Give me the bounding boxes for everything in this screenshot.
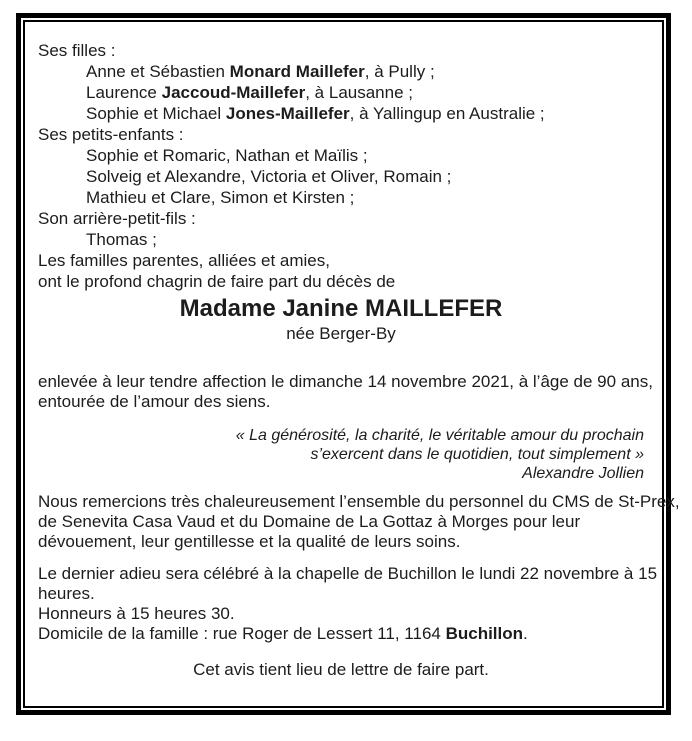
text-segment: heures.: [38, 584, 95, 603]
text-line: [38, 229, 644, 250]
maiden-name: née Berger-By: [286, 324, 396, 343]
bold-text-segment: Jaccoud-Maillefer: [161, 83, 306, 102]
text-line: [38, 584, 644, 604]
text-segment: Sophie et Michael: [86, 104, 226, 123]
bold-text-segment: Buchillon: [445, 624, 524, 643]
text-segment: .: [523, 624, 528, 643]
text-line: [38, 445, 644, 464]
text-line: [38, 512, 644, 532]
text-segment: Domicile de la famille : rue Roger de Lessert 11, 1164: [38, 624, 446, 643]
notice-inner-frame: [23, 20, 680, 708]
text-line: [38, 492, 680, 512]
death-announcement: [38, 372, 653, 412]
text-segment: Laurence: [86, 83, 162, 102]
text-line: [38, 208, 644, 229]
text-segment: , à Yallingup en Australie ;: [349, 104, 545, 123]
text-segment: ont le profond chagrin de faire part du décès de: [38, 272, 396, 291]
text-line: [38, 61, 644, 82]
closing-line: Cet avis tient lieu de lettre de faire part.: [193, 660, 489, 679]
text-segment: Ses filles :: [38, 41, 116, 60]
text-segment: « La générosité, la charité, le véritable amour du prochain: [235, 427, 644, 444]
text-segment: Solveig et Alexandre, Victoria et Oliver, Romain ;: [86, 167, 452, 186]
family-list: [38, 40, 644, 292]
text-line: [38, 124, 644, 145]
text-line: [38, 532, 644, 552]
thanks-paragraph: [38, 492, 680, 552]
text-segment: de Senevita Casa Vaud et du Domaine de La Gottaz à Morges pour leur: [38, 512, 581, 531]
text-line: [38, 82, 644, 103]
text-segment: , à Pully ;: [364, 62, 435, 81]
text-line: [38, 604, 644, 624]
text-line: [38, 145, 644, 166]
notice-outer-frame: [16, 13, 680, 715]
bold-text-segment: Jones-Maillefer: [225, 104, 350, 123]
text-segment: Honneurs à 15 heures 30.: [38, 604, 235, 623]
text-segment: Nous remercions très chaleureusement l’ensemble du personnel du CMS de St-Prex,: [38, 492, 680, 511]
quote-text: [38, 426, 644, 464]
text-line: [38, 103, 644, 124]
quote-attribution: Alexandre Jollien: [522, 465, 644, 482]
text-segment: enlevée à leur tendre affection le dimanche 14 novembre 2021, à l’âge de 90 ans,: [38, 372, 653, 391]
text-line: [38, 392, 644, 412]
text-line: [38, 271, 644, 292]
text-segment: Thomas ;: [86, 230, 157, 249]
text-segment: s’exercent dans le quotidien, tout simplement »: [310, 446, 644, 463]
text-segment: Les familles parentes, alliées et amies,: [38, 251, 330, 270]
text-segment: Son arrière-petit-fils :: [38, 209, 196, 228]
text-line: [38, 187, 644, 208]
deceased-name-title: Madame Janine MAILLEFER: [179, 295, 503, 322]
bold-text-segment: Monard Maillefer: [229, 62, 365, 81]
text-line: [38, 40, 644, 61]
text-segment: Sophie et Romaric, Nathan et Maïlis ;: [86, 146, 368, 165]
text-line: [38, 426, 644, 445]
notice-content: [25, 22, 680, 680]
text-segment: , à Lausanne ;: [305, 83, 413, 102]
text-line: [38, 372, 653, 392]
text-segment: dévouement, leur gentillesse et la qualité de leurs soins.: [38, 532, 461, 551]
text-segment: Mathieu et Clare, Simon et Kirsten ;: [86, 188, 355, 207]
text-line: [38, 624, 644, 644]
quote-block: [38, 426, 644, 483]
text-segment: Ses petits-enfants :: [38, 125, 184, 144]
text-line: [38, 166, 644, 187]
text-line: [38, 564, 658, 584]
text-segment: entourée de l’amour des siens.: [38, 392, 271, 411]
text-segment: Le dernier adieu sera célébré à la chapelle de Buchillon le lundi 22 novembre à 15: [38, 564, 658, 583]
ceremony-details: [38, 564, 658, 644]
text-segment: Anne et Sébastien: [86, 62, 230, 81]
text-line: [38, 250, 644, 271]
